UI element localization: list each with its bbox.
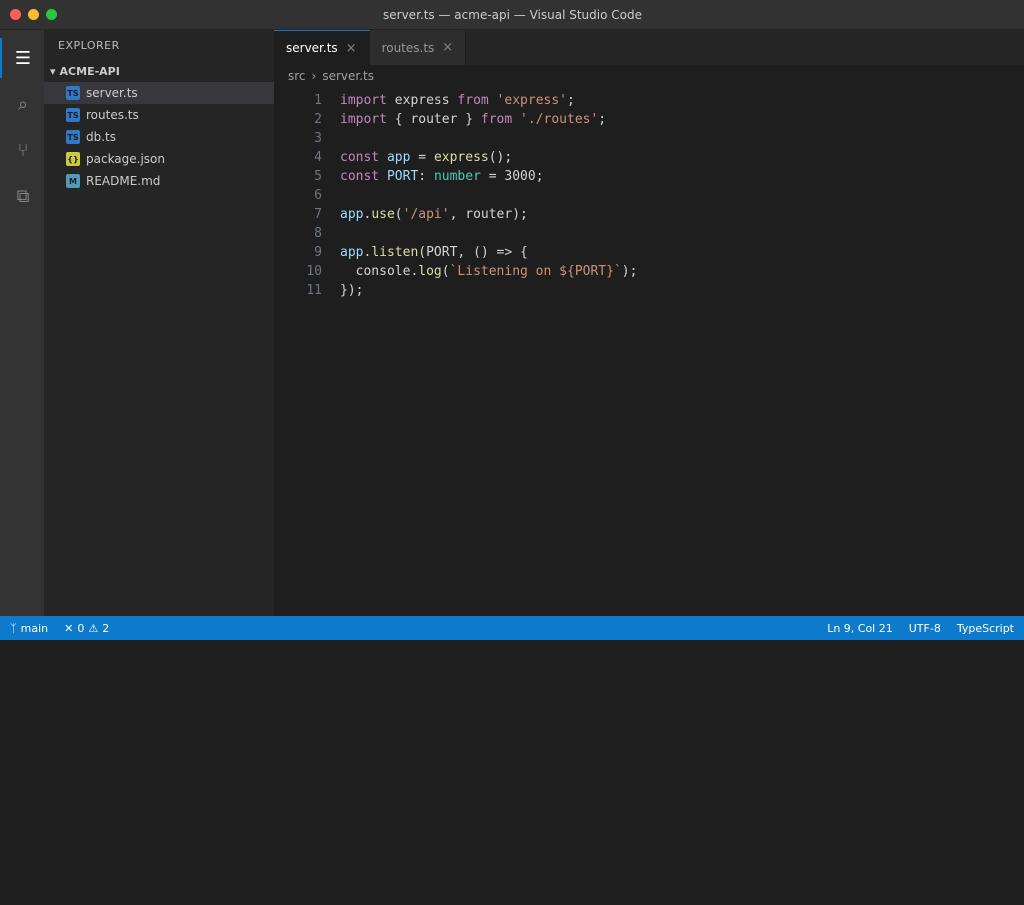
code-token: = — [480, 169, 505, 184]
code-token: use — [371, 207, 395, 222]
maximize-window-button[interactable] — [46, 9, 57, 20]
file-label: routes.ts — [86, 108, 139, 122]
tab-label: server.ts — [286, 41, 338, 55]
line-number: 6 — [314, 188, 322, 203]
code-token: }); — [340, 283, 364, 298]
file-item[interactable] — [44, 126, 274, 148]
sidebar-header: EXPLORER — [58, 38, 120, 52]
code-line — [274, 148, 1024, 167]
warning-icon: ⚠ — [88, 621, 99, 635]
file-item[interactable] — [44, 170, 274, 192]
code-token: { router } — [386, 112, 481, 127]
line-number: 1 — [314, 93, 322, 108]
tab-label: routes.ts — [381, 40, 435, 55]
code-token: , router); — [449, 207, 528, 222]
line-number: 11 — [306, 283, 322, 298]
close-window-button[interactable] — [10, 9, 21, 20]
file-encoding[interactable]: UTF-8 — [908, 621, 941, 635]
file-label: package.json — [86, 152, 166, 166]
code-token: number — [433, 169, 481, 184]
breadcrumb-folder[interactable]: src — [288, 69, 306, 83]
code-token: ; — [567, 93, 575, 108]
file-tree — [44, 82, 274, 192]
folder-name: ACME-API — [59, 64, 120, 78]
editor-tabs — [274, 30, 1024, 65]
code-line — [274, 186, 1024, 205]
code-line — [274, 205, 1024, 224]
window-title: server.ts — acme-api — Visual Studio Code — [383, 7, 642, 22]
code-line — [274, 91, 1024, 110]
cursor-position[interactable]: Ln 9, Col 21 — [827, 621, 893, 635]
code-token: import — [340, 93, 387, 108]
line-number: 8 — [314, 226, 322, 241]
code-line — [274, 243, 1024, 262]
breadcrumb — [274, 65, 1024, 87]
line-number: 2 — [314, 112, 322, 127]
explorer-sidebar — [44, 30, 274, 616]
search-icon[interactable]: ⌕ — [17, 93, 29, 115]
file-label: README.md — [86, 174, 161, 188]
source-control-icon[interactable]: ⑂ — [17, 139, 29, 161]
extensions-icon[interactable]: ⧉ — [16, 185, 30, 207]
code-token: 'express' — [488, 93, 568, 108]
minimize-window-button[interactable] — [28, 9, 39, 20]
file-type-icon: TS — [66, 130, 80, 144]
code-token: express — [386, 93, 458, 108]
folder-toggle[interactable] — [44, 60, 274, 82]
code-token: (PORT, () => { — [418, 245, 528, 260]
file-item[interactable] — [44, 104, 274, 126]
code-token: (); — [488, 150, 513, 165]
activity-bar — [0, 30, 44, 616]
branch-name: main — [20, 621, 49, 635]
code-token: = — [410, 150, 434, 165]
code-token: PORT — [379, 169, 419, 184]
code-token: ; — [598, 112, 607, 127]
code-line — [274, 281, 1024, 300]
line-number: 9 — [314, 245, 322, 260]
code-token: app — [340, 245, 364, 260]
file-type-icon: TS — [66, 86, 80, 100]
file-type-icon: TS — [66, 108, 80, 122]
code-token: console. — [340, 264, 419, 279]
line-number: 10 — [306, 264, 322, 279]
code-line — [274, 129, 1024, 148]
code-token: import — [340, 112, 387, 127]
line-number: 3 — [314, 131, 322, 146]
warning-count: 2 — [102, 621, 110, 635]
error-count: 0 — [77, 621, 85, 635]
language-mode[interactable]: TypeScript — [956, 621, 1014, 635]
chevron-down-icon: ▾ — [50, 64, 56, 78]
code-token: '/api' — [402, 207, 450, 222]
file-type-icon: M — [66, 174, 80, 188]
code-line — [274, 262, 1024, 281]
code-token: const — [340, 150, 380, 165]
file-item[interactable] — [44, 148, 274, 170]
code-token: ; — [535, 169, 544, 184]
close-icon[interactable]: × — [442, 40, 454, 55]
line-number: 4 — [314, 150, 322, 165]
code-token: `Listening on ${PORT}` — [449, 264, 622, 279]
title-bar — [0, 0, 1024, 30]
error-icon: ✕ — [64, 621, 74, 635]
code-line — [274, 224, 1024, 243]
code-token: 3000 — [504, 169, 536, 184]
branch-indicator[interactable] — [10, 622, 48, 635]
explorer-icon[interactable]: ☰ — [0, 38, 44, 78]
status-bar — [0, 616, 1024, 640]
file-item[interactable] — [44, 82, 274, 104]
code-token: ( — [441, 264, 450, 279]
code-token: log — [418, 264, 442, 279]
code-token: : — [418, 169, 434, 184]
code-token: from — [457, 93, 489, 108]
line-number: 7 — [314, 207, 322, 222]
chevron-right-icon: › — [311, 69, 317, 83]
close-icon[interactable]: × — [345, 40, 357, 56]
code-token: app — [379, 150, 411, 165]
code-editor[interactable] — [274, 87, 1024, 616]
editor-area — [274, 30, 1024, 616]
problems-indicator[interactable] — [64, 622, 109, 635]
code-token: . — [363, 207, 372, 222]
line-number: 5 — [314, 169, 322, 184]
code-token: express — [433, 150, 489, 165]
code-token: ); — [621, 264, 638, 279]
file-type-icon: {} — [66, 152, 80, 166]
code-token: const — [340, 169, 380, 184]
code-line — [274, 110, 1024, 129]
code-token: from — [480, 112, 513, 127]
breadcrumb-file[interactable]: server.ts — [322, 69, 374, 83]
editor-tab[interactable] — [370, 30, 467, 65]
git-branch-icon: ᛉ — [10, 621, 17, 635]
editor-tab[interactable] — [274, 30, 370, 65]
code-line — [274, 167, 1024, 186]
window-controls — [10, 9, 57, 20]
code-token: . — [363, 245, 372, 260]
code-token: listen — [371, 245, 419, 260]
code-token: './routes' — [512, 112, 599, 127]
code-token: ( — [394, 207, 403, 222]
code-token: app — [340, 207, 364, 222]
file-label: db.ts — [86, 130, 117, 144]
file-label: server.ts — [86, 86, 138, 100]
